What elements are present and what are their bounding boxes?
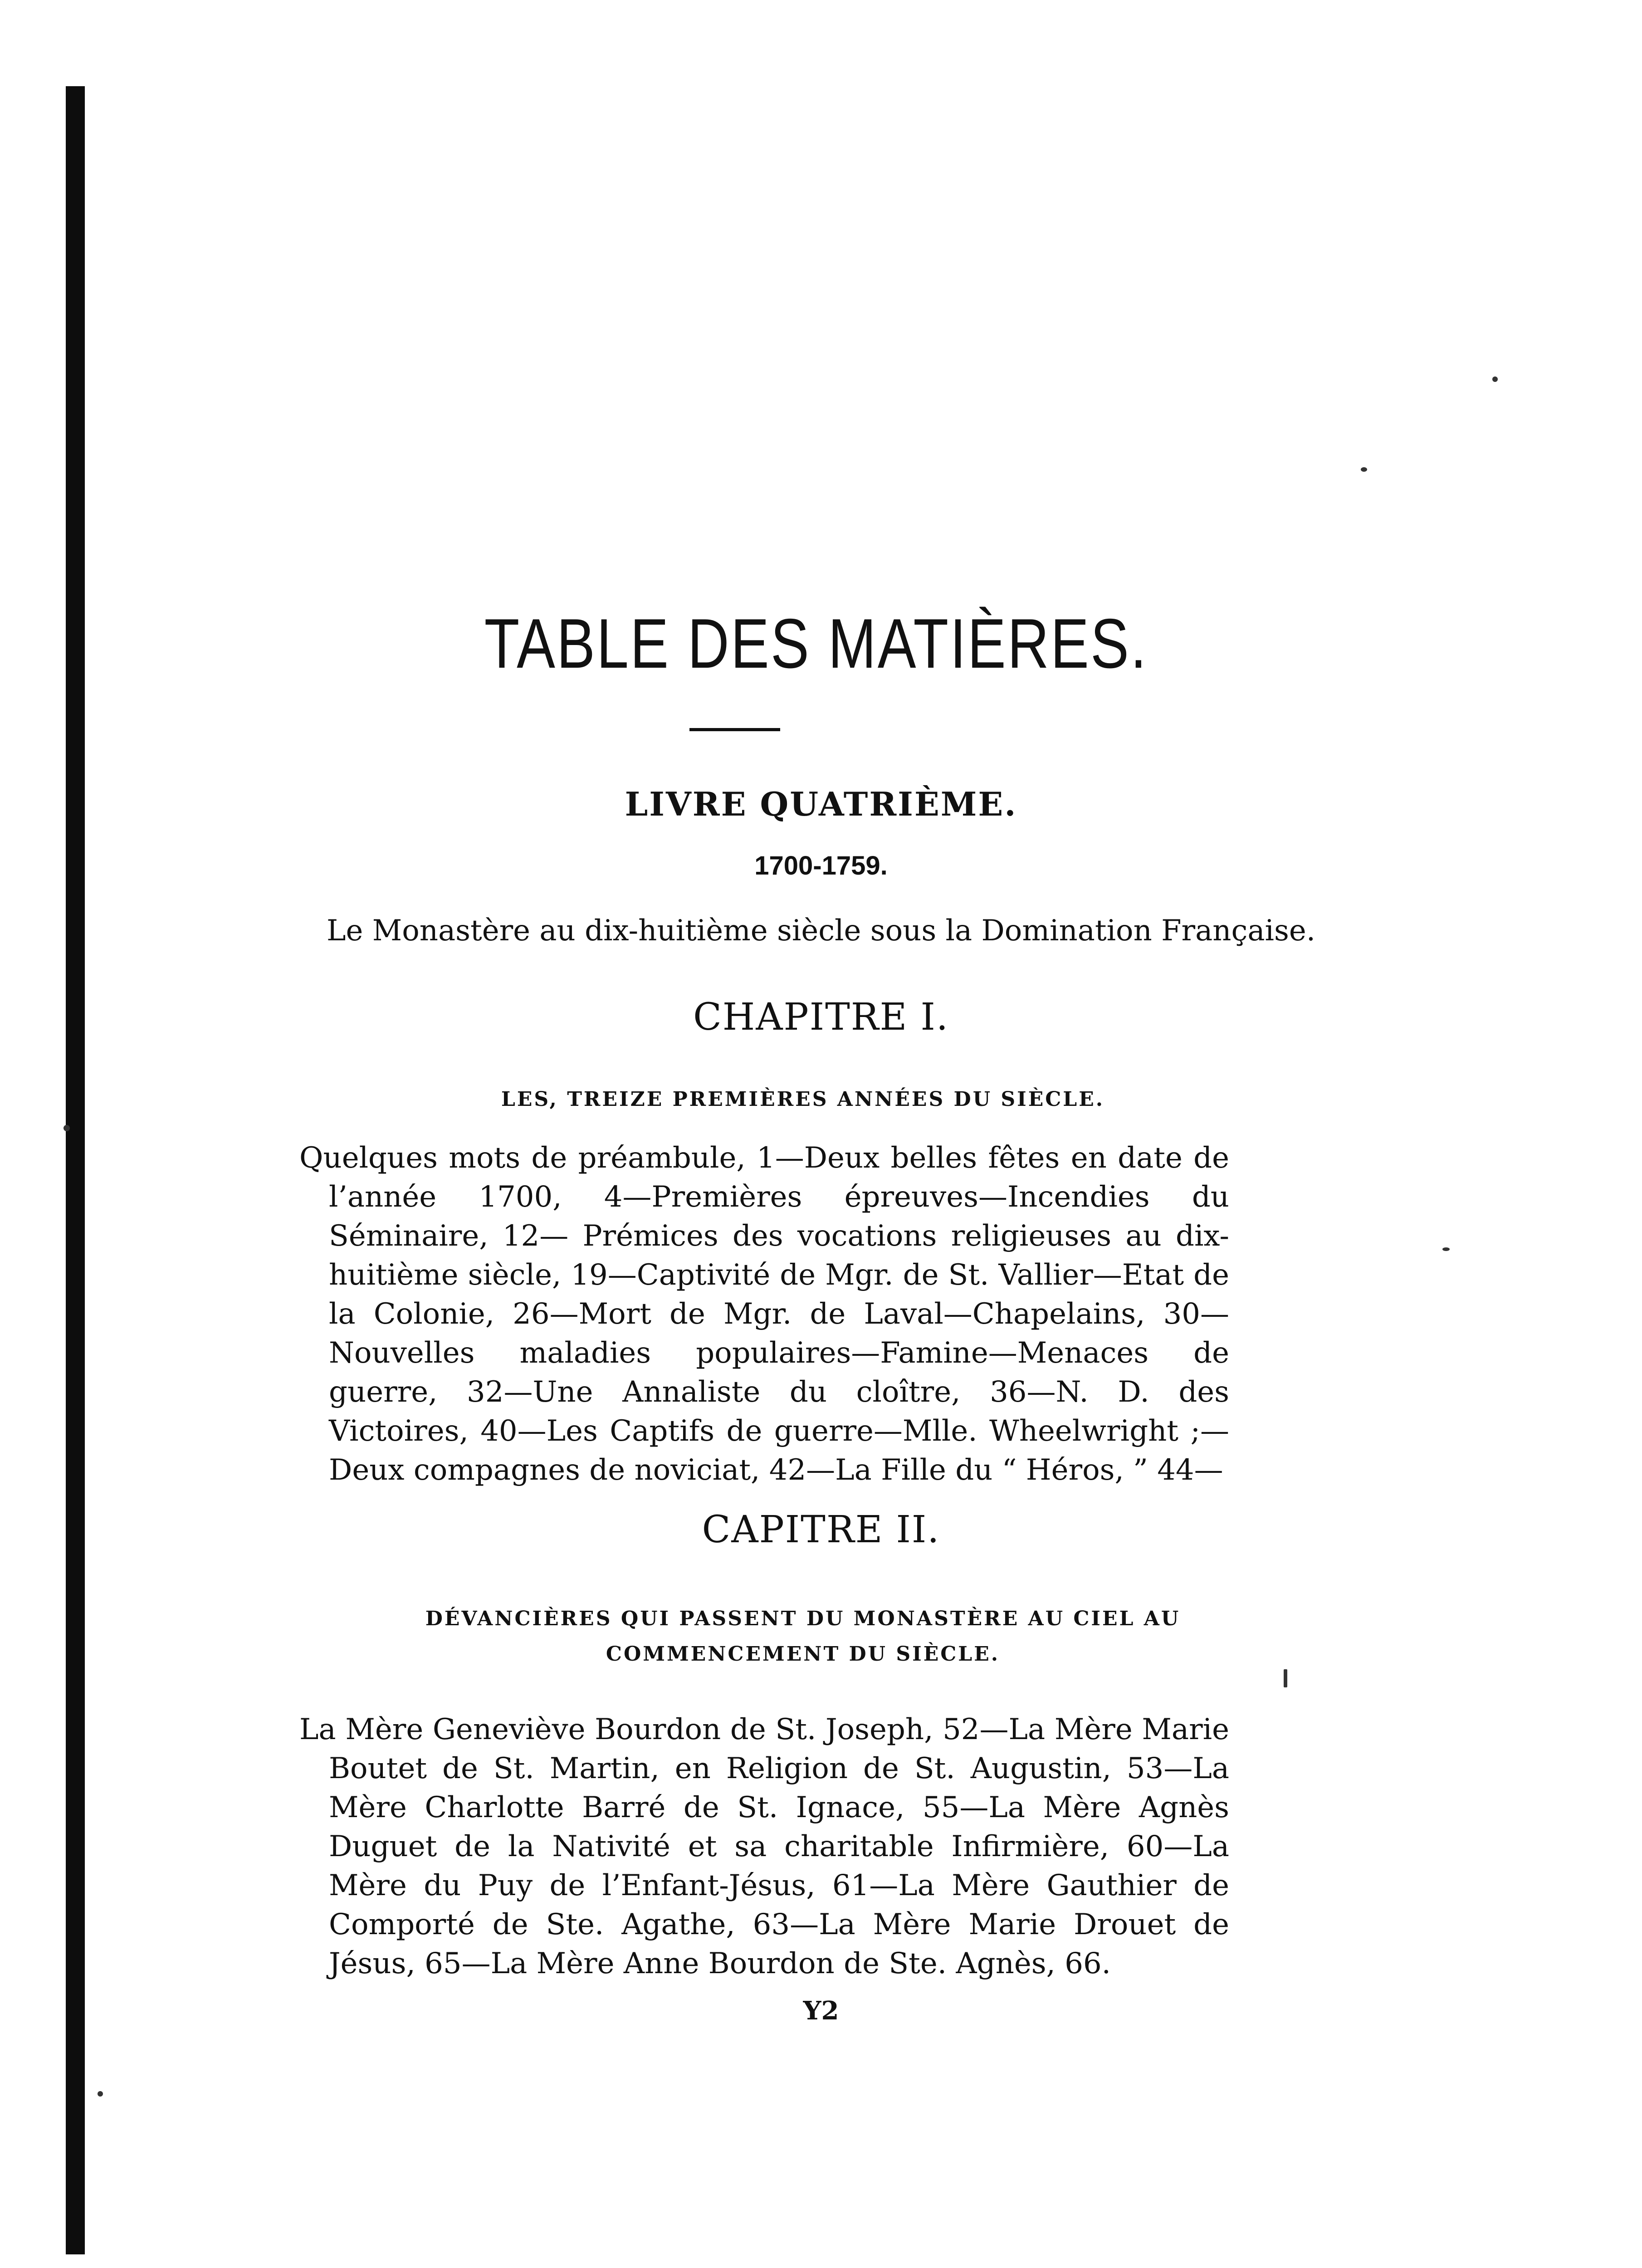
- speck: [1284, 1669, 1287, 1687]
- title-rule: [689, 728, 780, 731]
- book-heading: LIVRE QUATRIÈME.: [625, 785, 1017, 823]
- chapter-heading: CAPITRE II.: [702, 1508, 940, 1551]
- chapter-contents: Quelques mots de préambule, 1—Deux belles fêtes en date de l’année 1700, 4—Premières épreuves—Incendies du Séminaire, 12— Prémices des vocations religieuses au dix-huitième siècle, 19—Captivité de Mgr. de St. Vallier—Etat de la Colonie, 26—Mort de Mgr. de Laval—Chapelains, 30—Nouvelles maladies populaires—Famine—Menaces de guerre, 32—Une Annaliste du cloître, 36—N. D. des Victoires, 40—Les Captifs de guerre—Mlle. Wheelwright ;—Deux compagnes de noviciat, 42—La Fille du “ Héros, ” 44—: [299, 1141, 1229, 1487]
- speck: [64, 1125, 70, 1131]
- page-title: TABLE DES MATIÈRES.: [484, 604, 1148, 683]
- signature-mark: Y2: [803, 1996, 839, 2026]
- book-subtitle: Le Monastère au dix-huitième siècle sous la Domination Française.: [326, 914, 1316, 948]
- binding-shadow: [66, 86, 85, 2254]
- chapter-heading: CHAPITRE I.: [693, 996, 949, 1039]
- speck: [1442, 1247, 1450, 1251]
- speck: [98, 2091, 103, 2097]
- chapter-subheading: LES, TREIZE PREMIÈRES ANNÉES DU SIÈCLE.: [501, 1088, 1105, 1111]
- chapter-contents: La Mère Geneviève Bourdon de St. Joseph, 52—La Mère Marie Boutet de St. Martin, en Religion de St. Augustin, 53—La Mère Charlotte Barré de St. Ignace, 55—La Mère Agnès Duguet de la Nativité et sa charitable Infirmière, 60—La Mère du Puy de l’Enfant-Jésus, 61—La Mère Gauthier de Comporté de Ste. Agathe, 63—La Mère Marie Drouet de Jésus, 65—La Mère Anne Bourdon de Ste. Agnès, 66.: [299, 1713, 1229, 1980]
- chapter-subheading: DÉVANCIÈRES QUI PASSENT DU MONASTÈRE AU CIEL AU COMMENCEMENT DU SIÈCLE.: [425, 1607, 1181, 1666]
- speck: [1361, 467, 1367, 472]
- book-years: 1700-1759.: [754, 851, 888, 880]
- speck: [1492, 376, 1498, 382]
